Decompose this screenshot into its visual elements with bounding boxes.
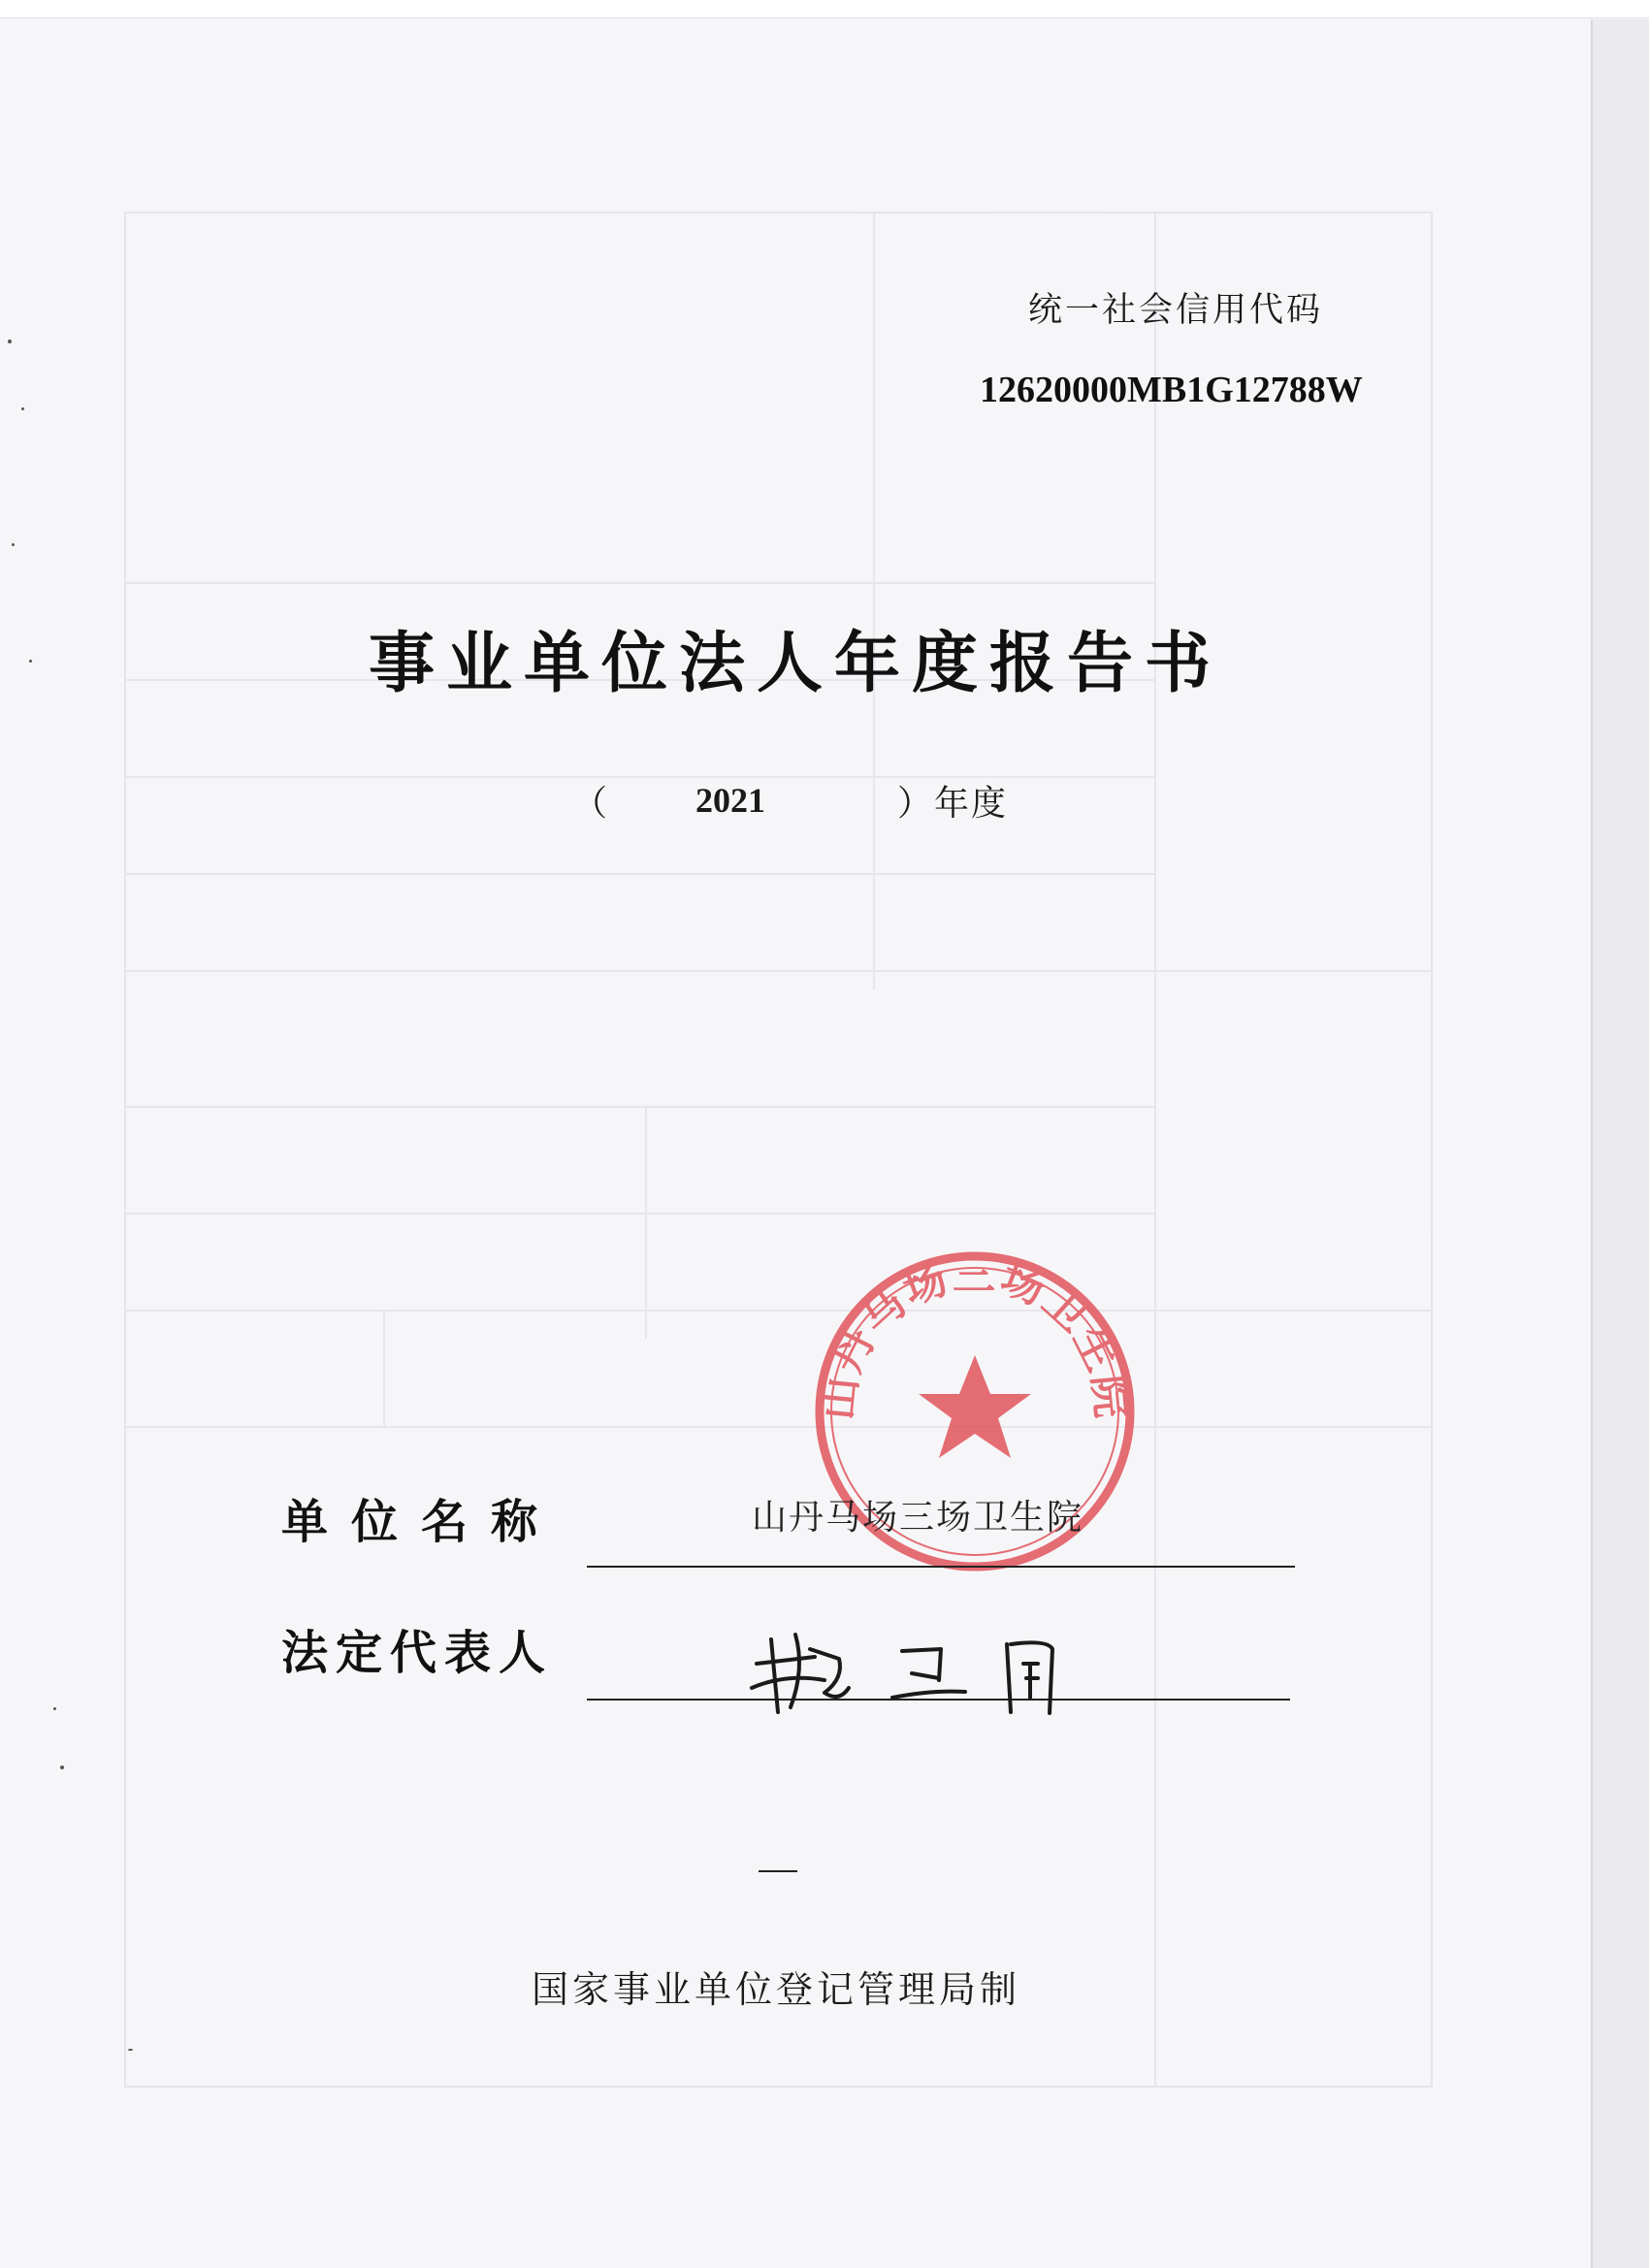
credit-code-value: 12620000MB1G12788W: [980, 370, 1363, 410]
scan-speck: [29, 660, 32, 663]
ghost-line: [126, 970, 1431, 972]
ghost-line: [126, 582, 1154, 584]
legal-rep-label: 法定代表人: [281, 1626, 554, 1680]
ghost-line: [126, 1213, 1154, 1215]
show-through-table: [124, 211, 1433, 2088]
seal-star: [919, 1355, 1031, 1458]
page-top-edge: [0, 0, 1649, 18]
issuer-footer: 国家事业单位登记管理局制: [531, 1968, 1020, 2011]
unit-name-label: 单位名称: [281, 1495, 562, 1549]
handwritten-signature: [747, 1620, 1116, 1727]
ghost-line: [126, 1106, 1154, 1108]
ghost-line: [383, 1310, 385, 1426]
ghost-line: [126, 1426, 1431, 1428]
scan-speck: [21, 407, 24, 410]
ghost-line: [1154, 213, 1156, 2086]
report-year: [572, 776, 1057, 834]
scan-speck: [128, 2049, 133, 2051]
year-open-paren: （: [572, 784, 608, 824]
ghost-line: [126, 873, 1154, 875]
unit-name-underline: [587, 1566, 1295, 1568]
document-title: 事业单位法人年度报告书: [368, 626, 1222, 702]
page-right-edge: [1591, 19, 1649, 2268]
scan-speck: [12, 543, 15, 546]
credit-code-label: 统一社会信用代码: [1028, 291, 1324, 330]
separator-dash: [759, 1870, 797, 1872]
scan-speck: [53, 1707, 56, 1710]
ghost-line: [645, 1106, 647, 1339]
year-suffix: ）年度: [897, 784, 1009, 824]
seal-text-path: 山丹马场三场卫生院: [813, 1250, 1137, 1422]
unit-name-value: 山丹马场三场卫生院: [752, 1498, 1084, 1538]
ghost-line: [126, 1310, 1431, 1312]
year-value: 2021: [695, 781, 765, 820]
scan-speck: [60, 1766, 64, 1769]
scan-speck: [8, 340, 12, 343]
